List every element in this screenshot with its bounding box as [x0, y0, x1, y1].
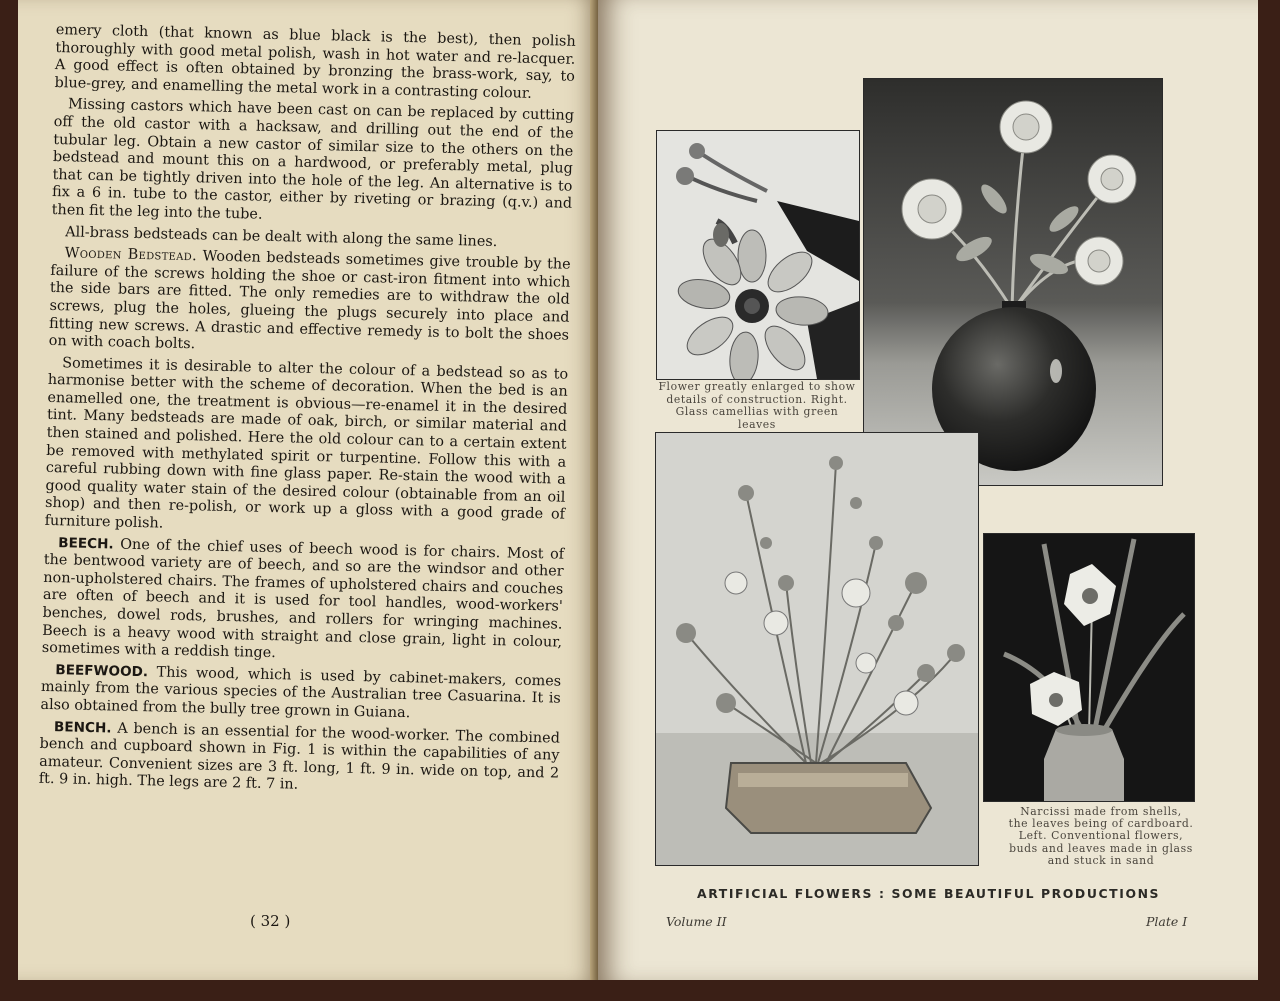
paragraph-text: All-brass bedsteads can be dealt with along the same lines. — [65, 223, 498, 250]
paragraph-text: This wood, which is used by cabinet-makers, comes mainly from the various species of the Australian tree Casuarina. It is also obtained from the bully tree grown in Guiana. — [40, 664, 562, 722]
caption-line: details of construction. Right. — [666, 392, 848, 406]
plate-label: Plate I — [1146, 914, 1188, 929]
entry-heading: BEECH. — [58, 534, 114, 553]
paragraph-text: Missing castors which have been cast on can be replaced by cutting off the old castor with a hacksaw, and drilling out the end of the tubular leg. Obtain a new castor of similar size to the others on the bedstead and mount this on a hardwood, or preferably metal, plug that can be tightly driven into the hole of the leg. An alternative is to fix a 6 in. tube to the castor, either by riveting or brazing (q.v.) and then fit the leg into the tube. — [51, 96, 575, 223]
narcissi-image — [984, 534, 1194, 801]
left-page — [18, 0, 598, 980]
left-paragraph — [42, 534, 565, 669]
enlarged-flower-image — [657, 131, 859, 379]
left-paragraph — [44, 355, 568, 543]
left-paragraph — [39, 718, 560, 800]
caption-line: Left. Conventional flowers, — [1018, 829, 1184, 843]
photo-glass-camellias — [863, 78, 1163, 486]
paragraph-text: Wooden bedsteads sometimes give trouble by the failure of the screws holding the shoe or cast-iron fitment into which the side bars are fitted. The only remedies are to withdraw the old screws, plug the holes, glueing the plugs securely into place and fitting new screws. A drastic and effective remedy is to bolt the shoes on with coach bolts. — [48, 248, 571, 353]
photo-conventional-flowers — [655, 432, 979, 866]
volume-label: Volume II — [666, 914, 727, 929]
plate-title: ARTIFICIAL FLOWERS : SOME BEAUTIFUL PRODUCTIONS — [697, 886, 1161, 901]
paragraph-text: One of the chief uses of beech wood is for chairs. Most of the bentwood variety are of beech, and so are the windsor and other non-upholstered chairs. The frames of upholstered chairs and couches are often of beech and it is used for tool handles, wood-workers' benches, dowel rods, brushes, and rollers for wringing machines. Beech is a heavy wood with straight and close grain, light in colour, sometimes with a reddish tinge. — [41, 536, 565, 662]
caption-line: Narcissi made from shells, — [1020, 805, 1182, 818]
entry-heading: BEEFWOOD. — [55, 661, 149, 681]
left-page-text — [39, 22, 576, 805]
paragraph-text: Sometimes it is desirable to alter the colour of a bedstead so as to harmonise better with the scheme of decoration. When the bed is an enamelled one, the treatment is obvious—re-enamel it in the desired tint. Many bedsteads are made of oak, birch, or similar material and then stained and polished. Here the old colour can to a certain extent be removed with methylated spirit or turpentine. Follow this with a careful rubbing down with fine glass paper. Re-stain the wood with a good quality water stain of the desired colour (obtainable from an oil shop) and then re-polish, or work up a gloss with a good grade of furniture polish. — [44, 354, 569, 532]
left-paragraph — [54, 22, 575, 104]
page-number: ( 32 ) — [250, 912, 291, 930]
entry-heading: BENCH. — [53, 718, 112, 737]
paragraph-text: A bench is an essential for the wood-worker. The combined bench and cupboard shown in Fig. 1 is within the capabilities of any amateur. Convenient sizes are 3 ft. long, 1 ft. 9 in. wide on top, and 2 ft. 9 in. high. The legs are 2 ft. 7 in. — [38, 720, 561, 794]
caption-line: Glass camellias with green leaves — [675, 405, 839, 431]
caption-line: Flower greatly enlarged to show — [658, 380, 856, 393]
entry-heading: Wooden Bedstead. — [64, 245, 198, 265]
caption-top-left — [656, 381, 858, 431]
caption-bottom-right — [1004, 806, 1198, 867]
left-paragraph — [52, 96, 575, 231]
photo-enlarged-flower — [656, 130, 860, 380]
caption-line: and stuck in sand — [1047, 853, 1155, 867]
glass-camellias-image — [864, 79, 1162, 485]
paragraph-text: emery cloth (that known as blue black is the best), then polish thoroughly with good metal polish, wash in hot water and re-lacquer. A good effect is often obtained by bronzing the brass-work, say, to blue-grey, and enamelling the metal work in a contrasting colour. — [54, 22, 576, 102]
left-paragraph — [49, 245, 571, 362]
conventional-flowers-image — [656, 433, 978, 865]
left-paragraph — [40, 662, 561, 727]
caption-line: the leaves being of cardboard. — [1008, 817, 1194, 831]
caption-line: buds and leaves made in glass — [1009, 841, 1193, 855]
photo-narcissi — [983, 533, 1195, 802]
